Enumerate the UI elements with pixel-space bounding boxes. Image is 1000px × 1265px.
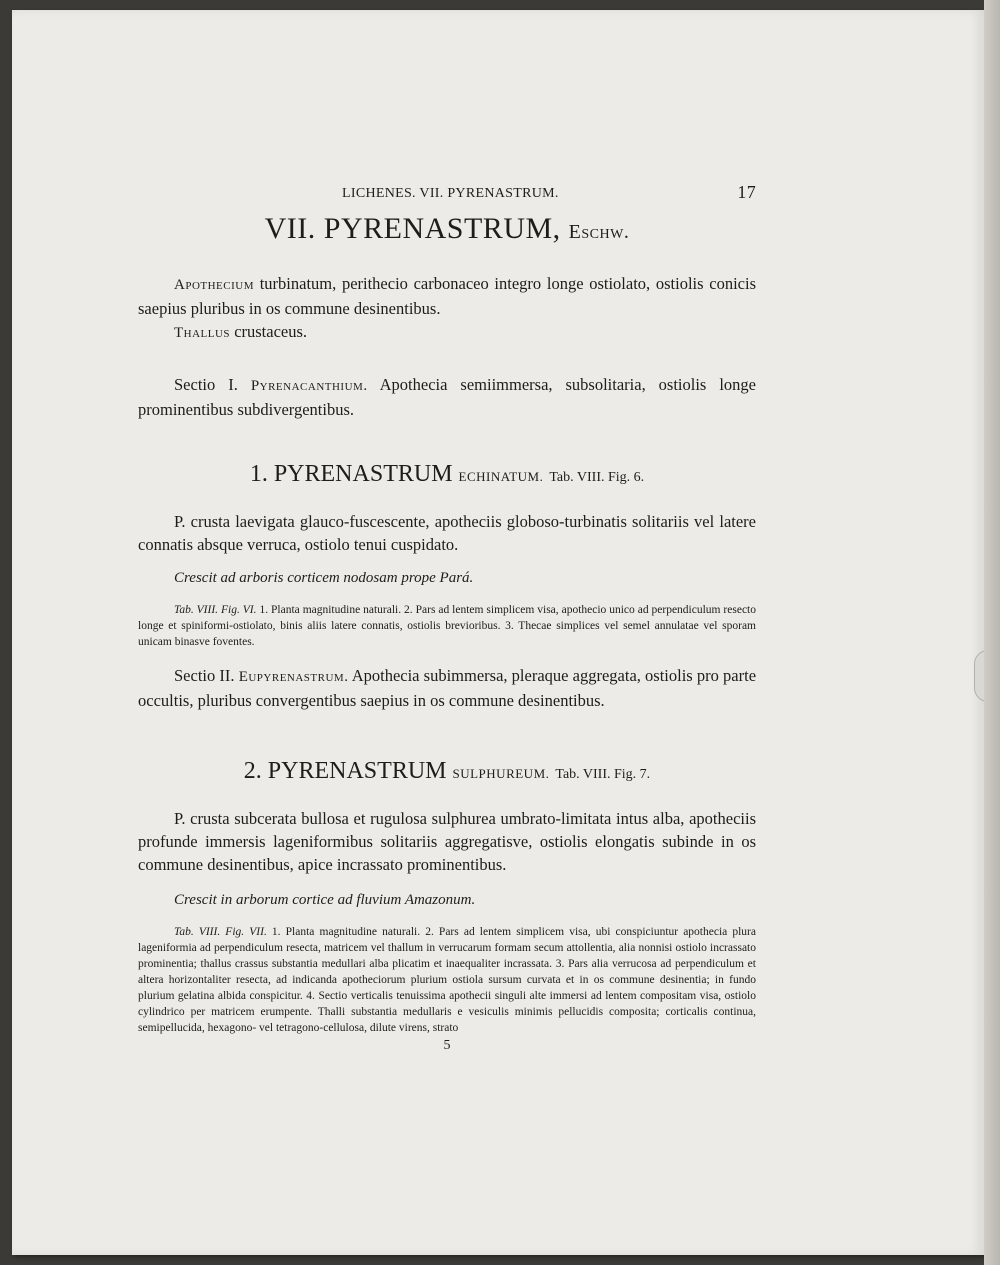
apothecium-paragraph	[138, 272, 756, 320]
species1-heading	[138, 461, 756, 488]
species2-heading	[138, 758, 756, 785]
sectio2-name: Eupyrenastrum.	[238, 669, 349, 685]
page-edge	[984, 0, 1000, 1265]
running-head	[138, 180, 756, 206]
species1-heading-ref: Tab. VIII. Fig. 6.	[549, 470, 645, 485]
thallus-paragraph	[138, 320, 756, 345]
page-number: 17	[737, 182, 756, 202]
species2-heading-ref: Tab. VIII. Fig. 7.	[555, 767, 651, 782]
species1-description: P. crusta laevigata glauco-fuscescente, apotheciis globoso-turbinatis solitariis vel latere connatis absque verruca, ostiolo tenui cuspidato.	[138, 512, 756, 554]
sectio2-prefix: Sectio II.	[174, 666, 239, 685]
species2-plate-note	[138, 924, 756, 1036]
sectio2-text: Apothecia subimmersa, pleraque aggregata, ostiolis pro parte occultis, pluribus convergentibus saepius in os commune desinentibus.	[138, 666, 757, 710]
species1-heading-epithet: ECHINATUM.	[458, 469, 544, 484]
thallus-text: crustaceus.	[230, 322, 308, 341]
species1-habitat: Crescit ad arboris corticem nodosam prope Pará.	[174, 570, 474, 586]
signature-mark: 5	[443, 1038, 451, 1053]
species1-note-lead: Tab. VIII. Fig. VI.	[174, 604, 257, 616]
sectio2-paragraph	[138, 664, 756, 712]
sectio1-text: Apothecia semiimmersa, subsolitaria, ostiolis longe prominentibus subdivergentibus.	[138, 375, 756, 419]
page-content	[138, 180, 756, 1054]
apothecium-text: turbinatum, perithecio carbonaceo integro longe ostiolato, ostiolis conicis saepius pluribus in os commune desinentibus.	[138, 274, 756, 318]
genus-heading-author: Eschw.	[568, 221, 630, 243]
species1-heading-number: 1. PYRENASTRUM	[249, 461, 453, 487]
genus-heading	[138, 212, 756, 246]
species2-description: P. crusta subcerata bullosa et rugulosa sulphurea umbrato-limitata intus alba, apotheciis profunde immersis lageniformibus solitariis aggregatisve, ostiolis elongatis subinde in os commune desinentibus, apice incrassato prominentibus.	[138, 809, 756, 874]
sectio1-prefix: Sectio I.	[174, 375, 251, 394]
apothecium-label: Apothecium	[174, 277, 255, 293]
species2-note-text: 1. Planta magnitudine naturali. 2. Pars ad lentem simplicem visa, ubi conspiciuntur apothecia plura lageniformia ad perpendiculum resecta, matricem vel thallum in verrucarum formam secum attollentia, alia nonnisi ostiolo incrassato prominentia; thallus crassus substantia medullari alba plicatim et inaequaliter incrassata. 3. Pars alia verrucosa ad perpendiculum et altera horizontaliter resecta, ad indicanda apotheciorum plurium ostiola sursum curvata et in os commune desinentia; in fundo plurium gelatina albida conspicitur. 4. Sectio verticalis tenuissima apothecii singuli alte immersi ad lentem compositam visa, ostiolo cylindrico per matricem erumpente. Thalli substantia medullaris e vesiculis minimis pellucidis composita; corticalis continua, semipellucida, hexagono- vel tetragono-cellulosa, dilute virens, strato	[138, 926, 756, 1034]
sectio1-paragraph	[138, 373, 756, 421]
species2-note-lead: Tab. VIII. Fig. VII.	[174, 926, 267, 938]
running-title: LICHENES. VII. PYRENASTRUM.	[342, 186, 559, 201]
thallus-label: Thallus	[174, 325, 231, 341]
species1-note-text: 1. Planta magnitudine naturali. 2. Pars ad lentem simplicem visa, apothecio unico ad perpendiculum resecto longe et spiniformi-ostiolato, binis aliis latere connatis, ostiolis brevioribus. 3. Thecae simplices vel semel annulatae vel sporam unicam binasve foventes.	[138, 604, 756, 648]
genus-heading-main: VII. PYRENASTRUM,	[264, 212, 561, 245]
species2-habitat: Crescit in arborum cortice ad fluvium Amazonum.	[174, 892, 476, 908]
sectio1-name: Pyrenacanthium.	[250, 378, 368, 394]
species1-plate-note	[138, 602, 756, 650]
species2-heading-epithet: SULPHUREUM.	[452, 766, 550, 781]
species2-heading-number: 2. PYRENASTRUM	[243, 758, 447, 784]
